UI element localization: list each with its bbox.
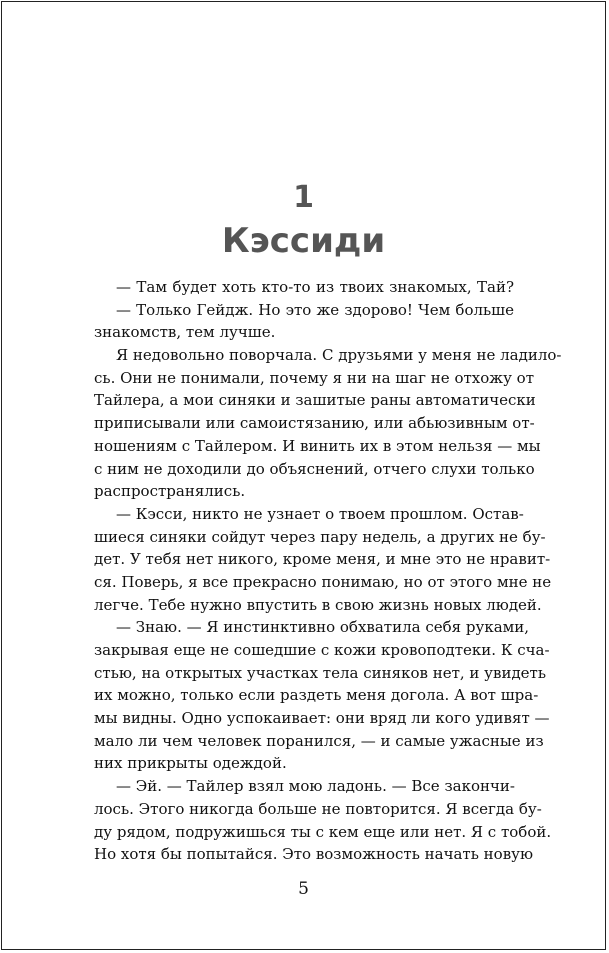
text-line: их можно, только если раздеть меня догола. А вот шра- [94, 686, 539, 705]
text-line: — Эй. — Тайлер взял мою ладонь. — Все закончи- [116, 777, 515, 796]
text-line: дет. У тебя нет никого, кроме меня, и мне это не нравит- [94, 550, 551, 569]
page-number: 5 [298, 879, 309, 899]
text-line: приписывали или самоистязанию, или абьюзивным от- [94, 414, 535, 433]
text-line: них прикрыты одеждой. [94, 754, 287, 773]
text-line: — Там будет хоть кто-то из твоих знакомых, Тай? [116, 278, 514, 296]
book-page [1, 1, 606, 950]
text-line: легче. Тебе нужно впустить в свою жизнь новых людей. [94, 595, 542, 614]
text-line: ношениям с Тайлером. И винить их в этом нельзя — мы [94, 436, 541, 455]
text-line: шиеся синяки сойдут через пару недель, а других не бу- [94, 527, 546, 546]
text-line: Тайлера, а мои синяки и зашитые раны автоматически [94, 391, 536, 410]
text-line: — Только Гейдж. Но это же здорово! Чем больше [116, 300, 514, 319]
text-line: закрывая еще не сошедшие с кожи кровоподтеки. К сча- [94, 641, 550, 659]
text-line: ду рядом, подружишься ты с кем еще или нет. Я с тобой. [94, 822, 552, 841]
chapter-body [94, 276, 562, 866]
text-line: знакомств, тем лучше. [94, 323, 276, 342]
text-line: Я недовольно поворчала. С друзьями у меня не ладило- [116, 346, 562, 365]
text-line: сь. Они не понимали, почему я ни на шаг не отхожу от [94, 368, 534, 387]
text-line: мало ли чем человек поранился, — и самые ужасные из [94, 731, 544, 750]
text-line: Но хотя бы попытайся. Это возможность начать новую [94, 845, 534, 864]
text-line: мы видны. Одно успокаивает: они вряд ли кого удивят — [94, 709, 550, 728]
text-line: стью, на открытых участках тела синяков нет, и увидеть [94, 663, 547, 682]
text-line: — Знаю. — Я инстинктивно обхватила себя руками, [116, 618, 530, 637]
text-line: ся. Поверь, я все прекрасно понимаю, но от этого мне не [94, 572, 552, 591]
chapter-number: 1 [293, 180, 314, 215]
text-line: — Кэсси, никто не узнает о твоем прошлом. Остав- [116, 504, 524, 523]
text-line: лось. Этого никогда больше не повторится. Я всегда бу- [94, 799, 542, 818]
text-line: распространялись. [94, 482, 246, 501]
text-line: с ним не доходили до объяснений, отчего слухи только [94, 459, 535, 478]
chapter-title: Кэссиди [221, 221, 386, 261]
